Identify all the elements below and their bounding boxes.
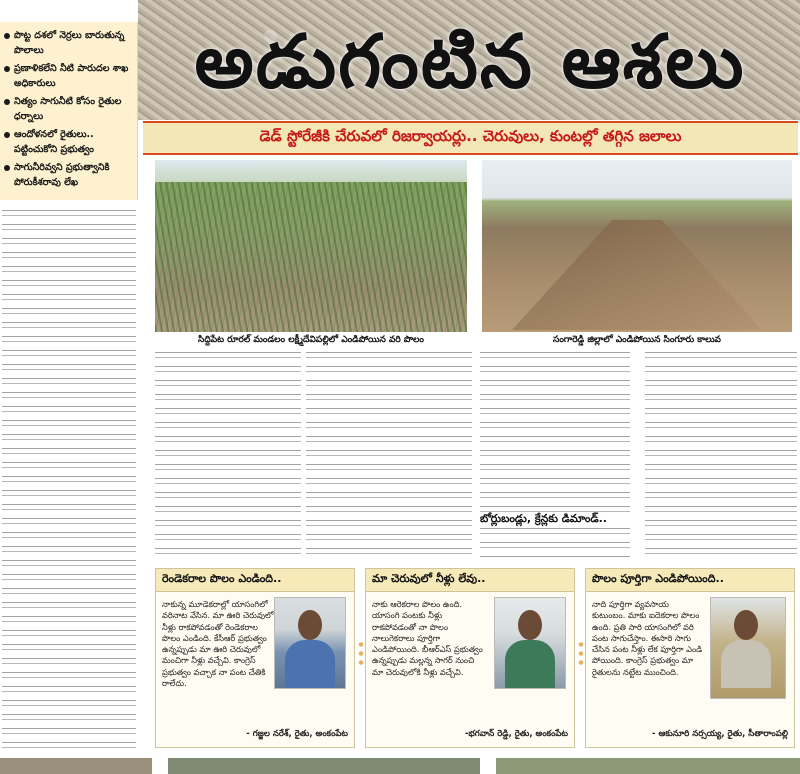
article-column [306,352,472,557]
bullet-icon [4,99,10,105]
bullet-icon [4,165,10,171]
farmer-portrait [494,597,566,689]
quote-signature: - ఆకునూరి నర్సయ్య, రైతు, సీతారాంపల్లి [652,729,788,739]
highlights-box [0,22,138,200]
section-subheading: బోర్లుబండ్లు, క్రేన్లకు డిమాండ్.. [480,512,607,525]
farmer-quote-box [365,568,575,748]
farmer-portrait [274,597,346,689]
article-column [480,352,630,512]
quote-text: నాకు ఆరెకరాల పొలం ఉంది. యాసంగి పంటకు నీళ్లు రాకపోవడంతో నా పొలం నాలుగెకరాలు పూర్తిగా ఎండిపోయింది. బీఆర్ఎస్ ప్రభుత్వం ఉన్నప్పుడు మల్లన్న సాగర్ నుంచి మా చెరువులోకి నీళ్లు వచ్చేవి. [372,599,483,677]
photo-caption: సిద్దిపేట రూరల్ మండలం లక్ష్మీదేవిపల్లిలో ఎండిపోయిన వరి పొలం [198,335,424,345]
bullet-icon [4,66,10,72]
bullet-icon [4,132,10,138]
separator-dots [358,640,364,666]
separator-dots [578,640,584,666]
quote-text: నాది పూర్తిగా వ్యవసాయ కుటుంబం. మాకు ఐదెకరాల పొలం ఉంది. ప్రతి సారి యాసంగిలో వరి పంట సాగుచేస్తాం. ఈసారి సాగు చేసిన పంట నీళ్లు లేక పూర్తిగా ఎండి పోయింది. కాంగ్రెస్ ప్రభుత్వం మా రైతులను నట్టేట ముంచింది. [592,599,703,677]
article-column [645,352,797,557]
highlight-item: ప్రణాళికలేని నీటి పారుదల శాఖ అధికారులు [4,61,133,91]
dry-paddy-field-photo [155,160,467,332]
bottom-photo-strip [0,758,800,774]
page-headline: అడుగంటిన ఆశలు [194,19,746,105]
bullet-icon [4,33,10,39]
article-column-left [2,210,136,755]
highlights-list [4,28,133,190]
dry-canal-photo [482,160,792,332]
highlight-item: నిత్యం సాగునీటి కోసం రైతుల ధర్నాలు [4,94,133,124]
quote-text: నాకున్న మూడెకరాల్లో యాసంగిలో వరినాట వేసిన. మా ఊరి చెరువులో నీళ్లు రాకపోవడంతో రెండెకరాల పొలం ఎండింది. కేసీఆర్ ప్రభుత్వం ఉన్నప్పుడు మా ఊరి చెరువులో మంచిగా నీళ్లు వచ్చేవి. కాంగ్రెస్ ప్రభుత్వం వచ్చాక నా పంట చేతికి రాలేదు. [162,599,274,689]
quote-title: పొలం పూర్తిగా ఎండిపోయింది.. [586,569,794,592]
photo-caption: సంగారెడ్డి జిల్లాలో ఎండిపోయిన సింగూరు కాలువ [553,335,721,345]
article-column [480,528,630,560]
quote-title: రెండెకరాల పొలం ఎండింది.. [156,569,354,592]
farmer-quote-box [155,568,355,748]
highlight-item: పొట్ట దశలో నెర్రలు బారుతున్న పొలాలు [4,28,133,58]
quote-signature: - గజ్జల నరేశ్, రైతు, అంకంపేట [246,729,348,739]
highlight-item: ఆందోళనలో రైతులు.. పట్టించుకోని ప్రభుత్వం [4,127,133,157]
highlight-item: సాగునీరివ్వని ప్రభుత్వానికి పోరుకీశరావు లేఖ [4,160,133,190]
farmer-portrait [710,597,786,699]
quote-title: మా చెరువులో నీళ్లు లేవు.. [366,569,574,592]
farmer-quote-box [585,568,795,748]
subheadline-bar: డెడ్ స్టోరేజీకి చేరువలో రిజర్వాయర్లు.. చెరువులు, కుంటల్లో తగ్గిన జలాలు [143,121,798,155]
quote-signature: -భగవాన్ రెడ్డి, రైతు, అంకంపేట [464,729,568,739]
article-column [155,352,301,557]
